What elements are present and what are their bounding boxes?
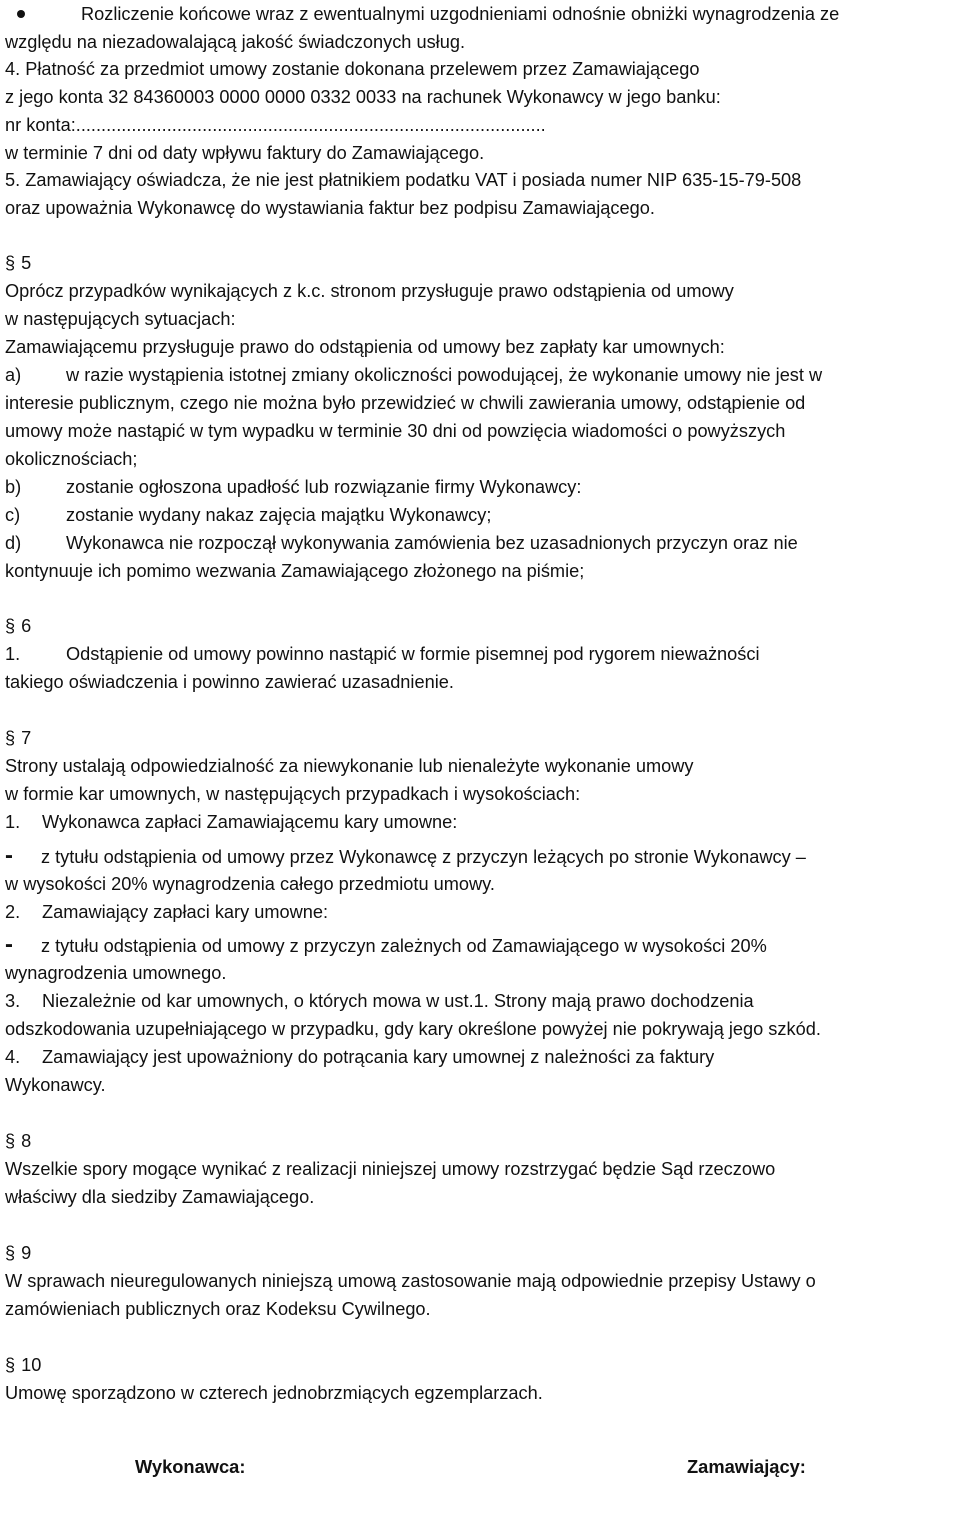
text-line: umowy może nastąpić w tym wypadku w terminie 30 dni od powzięcia wiadomości o powyższych [5,421,786,441]
list-text: Zamawiający zapłaci kary umowne: [42,902,329,922]
list-label: c) [5,505,21,525]
section-number: 8 [21,1131,32,1151]
section-heading-6 [5,612,955,640]
list-text: Odstąpienie od umowy powinno nastąpić w formie pisemnej pod rygorem nieważności [66,644,760,664]
list-label: 4. [5,1047,21,1067]
list-text: z tytułu odstąpienia od umowy przez Wykonawcę z przyczyn leżących po stronie Wykonawcy – [40,847,806,867]
signature-client: Zamawiający: [687,1456,806,1477]
text-line: 4. Płatność za przedmiot umowy zostanie dokonana przelewem przez Zamawiającego [5,59,700,79]
list-item [5,808,955,836]
list-item [5,501,955,529]
list-item [5,529,955,557]
account-line: nr konta:............................................................................................. [5,115,546,135]
text-line: w następujących sytuacjach: [5,309,236,329]
text-line: Wykonawcy. [5,1075,106,1095]
section-heading-10 [5,1351,955,1379]
list-item [5,898,955,926]
text-line: w terminie 7 dni od daty wpływu faktury do Zamawiającego. [5,143,485,163]
list-text: zostanie ogłoszona upadłość lub rozwiązanie firmy Wykonawcy: [66,477,582,497]
section-sign: § [5,616,16,636]
text-line: okolicznościach; [5,449,138,469]
text-line: w formie kar umownych, w następujących przypadkach i wysokościach: [5,784,581,804]
list-label: 1. [5,644,21,664]
dash-item [5,931,955,960]
text-line: Wszelkie spory mogące wynikać z realizacji niniejszej umowy rozstrzygać będzie Sąd rzeczowo [5,1159,776,1179]
text-line: oraz upoważnia Wykonawcę do wystawiania faktur bez podpisu Zamawiającego. [5,198,655,218]
list-item [5,361,955,389]
text-line: W sprawach nieuregulowanych niniejszą umową zastosowanie mają odpowiednie przepisy Ustawy o [5,1271,816,1291]
section-sign: § [5,1355,16,1375]
dash-mark: - [5,931,13,958]
list-text: w razie wystąpienia istotnej zmiany okoliczności powodującej, że wykonanie umowy nie jest w [66,365,823,385]
section-number: 7 [21,728,32,748]
text-line: Oprócz przypadków wynikających z k.c. stronom przysługuje prawo odstąpienia od umowy [5,281,734,301]
text-line: 5. Zamawiający oświadcza, że nie jest płatnikiem podatku VAT i posiada numer NIP 635-15-79-508 [5,170,802,190]
list-text: Zamawiający jest upoważniony do potrącania kary umownej z należności za faktury [42,1047,715,1067]
section-number: 5 [21,253,32,273]
list-text: z tytułu odstąpienia od umowy z przyczyn zależnych od Zamawiającego w wysokości 20% [40,936,767,956]
text-line: kontynuuje ich pomimo wezwania Zamawiającego złożonego na piśmie; [5,561,585,581]
list-text: zostanie wydany nakaz zajęcia majątku Wykonawcy; [66,505,492,525]
text-line: Zamawiającemu przysługuje prawo do odstąpienia od umowy bez zapłaty kar umownych: [5,337,725,357]
list-label: 2. [5,902,21,922]
section-number: 9 [21,1243,32,1263]
text-line: odszkodowania uzupełniającego w przypadku, gdy kary określone powyżej nie pokrywają jego szkód. [5,1019,821,1039]
list-text: Wykonawca nie rozpoczął wykonywania zamówienia bez uzasadnionych przyczyn oraz nie [66,533,798,553]
bullet-line [5,0,955,28]
text-line: Strony ustalają odpowiedzialność za niewykonanie lub nienależyte wykonanie umowy [5,756,694,776]
section-heading-9 [5,1239,955,1267]
list-label: 1. [5,812,21,832]
text-line: względu na niezadowalającą jakość świadczonych usług. [5,32,466,52]
signature-contractor: Wykonawca: [135,1456,246,1477]
list-label: 3. [5,991,21,1011]
section-heading-8 [5,1127,955,1155]
bullet-icon [17,10,25,18]
list-label: a) [5,365,22,385]
section-number: 6 [21,616,32,636]
text-line: wynagrodzenia umownego. [5,963,227,983]
section-sign: § [5,1243,16,1263]
text-line: interesie publicznym, czego nie można było przewidzieć w chwili zawierania umowy, odstąpienie od [5,393,806,413]
list-label: b) [5,477,22,497]
section-sign: § [5,1131,16,1151]
section-sign: § [5,728,16,748]
list-item [5,473,955,501]
section-heading-5 [5,249,955,277]
dash-item [5,842,955,871]
text-line: Umowę sporządzono w czterech jednobrzmiących egzemplarzach. [5,1383,543,1403]
list-item [5,640,955,668]
text-line: zamówieniach publicznych oraz Kodeksu Cywilnego. [5,1299,431,1319]
text-line: z jego konta 32 84360003 0000 0000 0332 0033 na rachunek Wykonawcy w jego banku: [5,87,721,107]
section-heading-7 [5,724,955,752]
section-sign: § [5,253,16,273]
text-line: w wysokości 20% wynagrodzenia całego przedmiotu umowy. [5,874,495,894]
text-line: właściwy dla siedziby Zamawiającego. [5,1187,315,1207]
text-line: Rozliczenie końcowe wraz z ewentualnymi uzgodnieniami odnośnie obniżki wynagrodzenia ze [81,4,840,24]
list-text: Niezależnie od kar umownych, o których mowa w ust.1. Strony mają prawo dochodzenia [42,991,754,1011]
list-item [5,987,955,1015]
text-line: takiego oświadczenia i powinno zawierać uzasadnienie. [5,672,454,692]
list-text: Wykonawca zapłaci Zamawiającemu kary umowne: [42,812,458,832]
dash-mark: - [5,842,13,869]
section-number: 10 [21,1355,42,1375]
list-item [5,1043,955,1071]
list-label: d) [5,533,22,553]
